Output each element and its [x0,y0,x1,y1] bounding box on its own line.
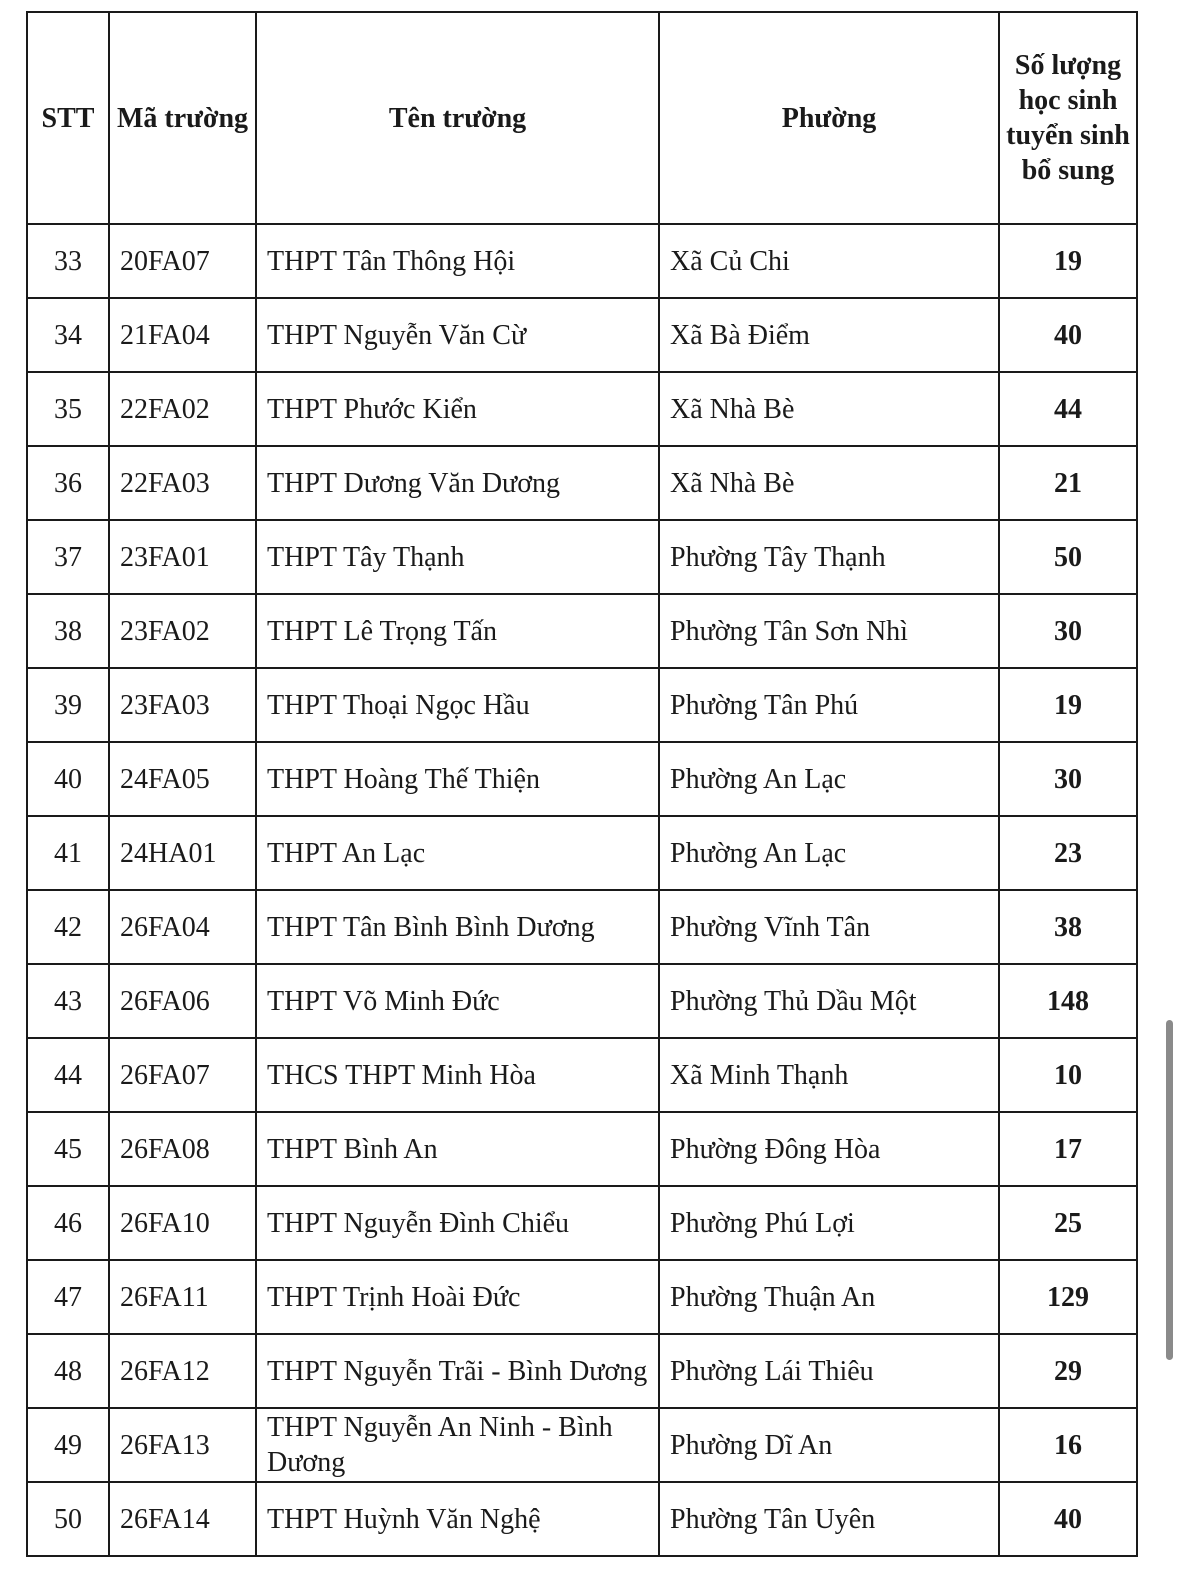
cell-phuong: Phường Lái Thiêu [659,1334,999,1408]
table-row [27,372,1137,446]
scrollbar-thumb[interactable] [1166,1020,1173,1360]
cell-ten-truong: THPT Nguyễn An Ninh - Bình Dương [256,1408,659,1482]
cell-stt: 46 [27,1186,109,1260]
table-row [27,816,1137,890]
cell-so-luong: 40 [999,298,1137,372]
cell-so-luong: 23 [999,816,1137,890]
cell-ma-truong: 23FA02 [109,594,256,668]
table-row [27,1186,1137,1260]
cell-stt: 34 [27,298,109,372]
cell-phuong: Phường Tân Uyên [659,1482,999,1556]
cell-phuong: Xã Bà Điểm [659,298,999,372]
cell-stt: 35 [27,372,109,446]
cell-ten-truong: THPT Nguyễn Văn Cừ [256,298,659,372]
cell-stt: 42 [27,890,109,964]
cell-stt: 48 [27,1334,109,1408]
cell-phuong: Xã Minh Thạnh [659,1038,999,1112]
header-row [27,12,1137,224]
cell-stt: 49 [27,1408,109,1482]
cell-so-luong: 30 [999,742,1137,816]
cell-stt: 45 [27,1112,109,1186]
cell-stt: 41 [27,816,109,890]
cell-ma-truong: 26FA04 [109,890,256,964]
table-row [27,1112,1137,1186]
cell-ma-truong: 26FA07 [109,1038,256,1112]
cell-phuong: Phường Đông Hòa [659,1112,999,1186]
cell-ten-truong: THPT Trịnh Hoài Đức [256,1260,659,1334]
cell-ma-truong: 22FA02 [109,372,256,446]
cell-so-luong: 29 [999,1334,1137,1408]
header-ten-truong: Tên trường [256,12,659,224]
cell-so-luong: 25 [999,1186,1137,1260]
cell-ten-truong: THPT Huỳnh Văn Nghệ [256,1482,659,1556]
cell-ten-truong: THPT Tây Thạnh [256,520,659,594]
table-row [27,1038,1137,1112]
cell-so-luong: 19 [999,224,1137,298]
cell-phuong: Phường Phú Lợi [659,1186,999,1260]
cell-stt: 33 [27,224,109,298]
cell-ten-truong: THPT Nguyễn Đình Chiểu [256,1186,659,1260]
header-phuong: Phường [659,12,999,224]
table-row [27,594,1137,668]
table-row [27,446,1137,520]
cell-so-luong: 129 [999,1260,1137,1334]
cell-phuong: Phường Thuận An [659,1260,999,1334]
cell-so-luong: 17 [999,1112,1137,1186]
cell-so-luong: 16 [999,1408,1137,1482]
cell-stt: 47 [27,1260,109,1334]
cell-ma-truong: 26FA06 [109,964,256,1038]
cell-phuong: Phường An Lạc [659,816,999,890]
table-row [27,298,1137,372]
table-row [27,890,1137,964]
cell-stt: 40 [27,742,109,816]
cell-ma-truong: 26FA11 [109,1260,256,1334]
cell-ten-truong: THPT Dương Văn Dương [256,446,659,520]
cell-ten-truong: THPT Bình An [256,1112,659,1186]
cell-ma-truong: 23FA03 [109,668,256,742]
cell-phuong: Phường Tân Sơn Nhì [659,594,999,668]
cell-so-luong: 21 [999,446,1137,520]
cell-ten-truong: THPT Hoàng Thế Thiện [256,742,659,816]
cell-phuong: Phường Thủ Dầu Một [659,964,999,1038]
cell-so-luong: 40 [999,1482,1137,1556]
cell-phuong: Phường Dĩ An [659,1408,999,1482]
cell-ma-truong: 21FA04 [109,298,256,372]
cell-so-luong: 148 [999,964,1137,1038]
table-body [27,224,1137,1556]
cell-stt: 43 [27,964,109,1038]
cell-stt: 37 [27,520,109,594]
cell-ma-truong: 26FA12 [109,1334,256,1408]
table-row [27,742,1137,816]
cell-ten-truong: THPT Thoại Ngọc Hầu [256,668,659,742]
table-row [27,1260,1137,1334]
header-so-luong: Số lượng học sinh tuyển sinh bổ sung [999,12,1137,224]
cell-phuong: Xã Củ Chi [659,224,999,298]
cell-ma-truong: 26FA10 [109,1186,256,1260]
cell-stt: 38 [27,594,109,668]
table-row [27,1334,1137,1408]
cell-ma-truong: 24HA01 [109,816,256,890]
table-row [27,224,1137,298]
cell-phuong: Xã Nhà Bè [659,372,999,446]
table-row [27,668,1137,742]
cell-so-luong: 10 [999,1038,1137,1112]
cell-phuong: Phường Tân Phú [659,668,999,742]
table-row [27,964,1137,1038]
cell-ma-truong: 24FA05 [109,742,256,816]
cell-ma-truong: 20FA07 [109,224,256,298]
cell-phuong: Phường An Lạc [659,742,999,816]
table-row [27,520,1137,594]
cell-stt: 39 [27,668,109,742]
cell-ten-truong: THPT Phước Kiển [256,372,659,446]
cell-ma-truong: 26FA13 [109,1408,256,1482]
cell-ten-truong: THPT Tân Bình Bình Dương [256,890,659,964]
header-ma-truong: Mã trường [109,12,256,224]
cell-so-luong: 50 [999,520,1137,594]
cell-ten-truong: THCS THPT Minh Hòa [256,1038,659,1112]
cell-stt: 36 [27,446,109,520]
cell-so-luong: 30 [999,594,1137,668]
table-row [27,1408,1137,1482]
cell-ma-truong: 23FA01 [109,520,256,594]
cell-so-luong: 44 [999,372,1137,446]
cell-ma-truong: 26FA14 [109,1482,256,1556]
cell-stt: 44 [27,1038,109,1112]
cell-ten-truong: THPT Nguyễn Trãi - Bình Dương [256,1334,659,1408]
table-row [27,1482,1137,1556]
cell-ma-truong: 22FA03 [109,446,256,520]
cell-ma-truong: 26FA08 [109,1112,256,1186]
cell-stt: 50 [27,1482,109,1556]
cell-ten-truong: THPT Tân Thông Hội [256,224,659,298]
cell-ten-truong: THPT Võ Minh Đức [256,964,659,1038]
cell-so-luong: 19 [999,668,1137,742]
cell-so-luong: 38 [999,890,1137,964]
admissions-table [26,11,1138,1557]
header-stt: STT [27,12,109,224]
cell-phuong: Xã Nhà Bè [659,446,999,520]
cell-ten-truong: THPT An Lạc [256,816,659,890]
cell-phuong: Phường Vĩnh Tân [659,890,999,964]
cell-ten-truong: THPT Lê Trọng Tấn [256,594,659,668]
cell-phuong: Phường Tây Thạnh [659,520,999,594]
